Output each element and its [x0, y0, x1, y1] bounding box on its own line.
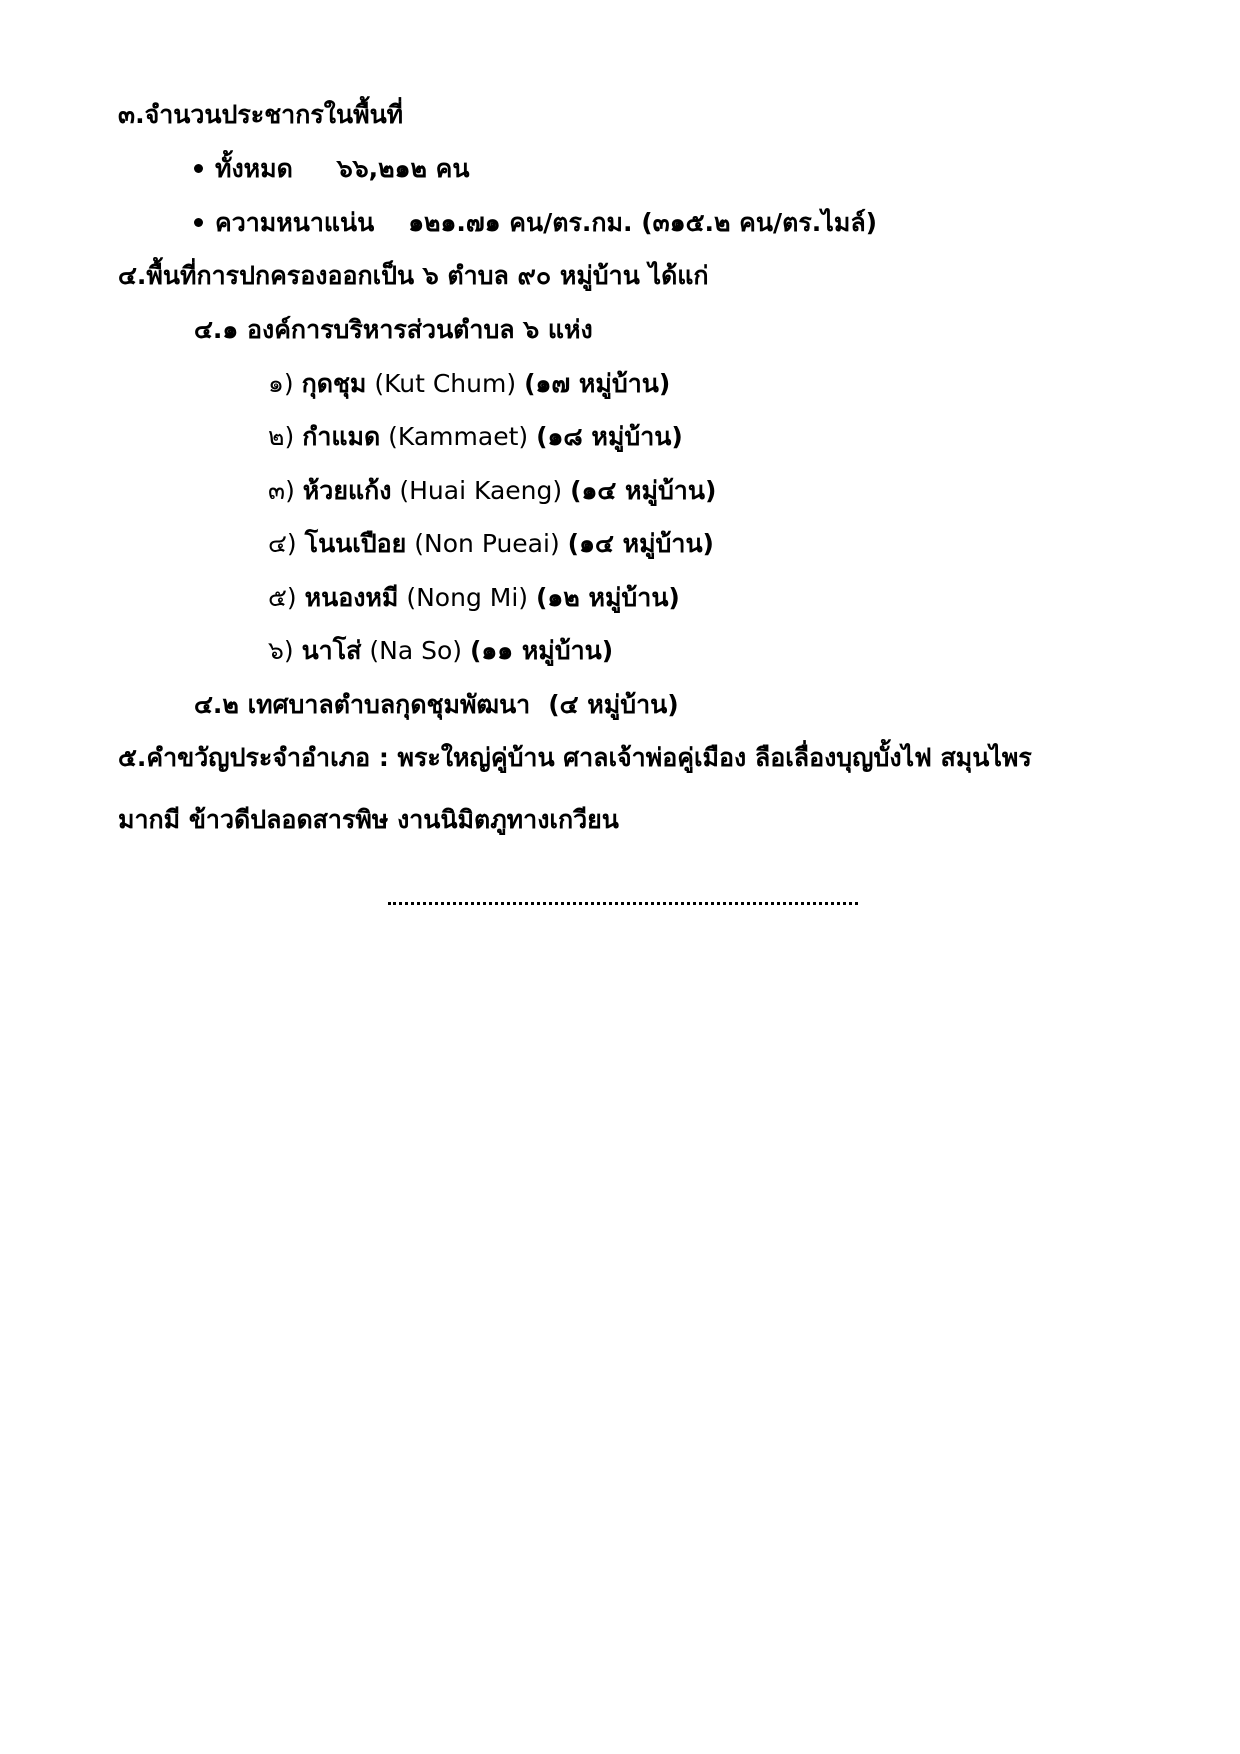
item-thai-name: กุดชุม — [301, 369, 367, 398]
subdistrict-item — [268, 581, 680, 615]
dotted-divider — [388, 890, 858, 905]
item-villages: (๑๒ หมู่บ้าน) — [535, 583, 680, 612]
section4-heading: ๔.พื้นที่การปกครองออกเป็น ๖ ตำบล ๙๐ หมู่บ้าน ได้แก่ — [118, 261, 709, 290]
item-number: ๑) — [268, 369, 294, 398]
bullet-icon — [194, 218, 203, 227]
section5-motto-line1: ๕.คำขวัญประจำอำเภอ : พระใหญ่คู่บ้าน ศาลเจ้าพ่อคู่เมือง ลือเลื่องบุญบั้งไฟ สมุนไพร — [118, 743, 1032, 772]
subdistrict-item — [268, 527, 714, 561]
item-roman-name: (Kammaet) — [388, 422, 529, 451]
section4-sub2 — [194, 688, 679, 722]
item-roman-name: (Nong Mi) — [406, 583, 529, 612]
bullet-icon — [194, 164, 203, 173]
item-roman-name: (Na So) — [369, 636, 462, 665]
item-number: ๓) — [268, 476, 295, 505]
item-number: ๖) — [268, 636, 294, 665]
item-thai-name: กำแมด — [302, 422, 381, 451]
item-villages: (๑๑ หมู่บ้าน) — [469, 636, 614, 665]
item-roman-name: (Huai Kaeng) — [399, 476, 563, 505]
item-villages: (๑๘ หมู่บ้าน) — [536, 422, 683, 451]
item-number: ๕) — [268, 583, 297, 612]
sub2-heading: ๔.๒ เทศบาลตำบลกุดชุมพัฒนา — [194, 690, 531, 719]
subdistrict-item — [268, 634, 613, 668]
item-villages: (๑๔ หมู่บ้าน) — [567, 529, 714, 558]
bullet-total — [194, 152, 469, 186]
bullet-density — [194, 206, 877, 240]
item-thai-name: หนองหมี — [304, 583, 399, 612]
density-value: ๑๒๑.๗๑ คน/ตร.กม. (๓๑๕.๒ คน/ตร.ไมล์) — [408, 208, 878, 237]
item-thai-name: ห้วยแก้ง — [302, 476, 392, 505]
total-value: ๖๖,๒๑๒ คน — [336, 154, 470, 183]
item-villages: (๑๔ หมู่บ้าน) — [570, 476, 717, 505]
item-villages: (๑๗ หมู่บ้าน) — [524, 369, 671, 398]
subdistrict-item — [268, 367, 670, 401]
item-roman-name: (Kut Chum) — [374, 369, 517, 398]
item-number: ๔) — [268, 529, 297, 558]
item-roman-name: (Non Pueai) — [414, 529, 560, 558]
subdistrict-item — [268, 420, 683, 454]
item-thai-name: นาโส่ — [301, 636, 362, 665]
section4-sub1-heading: ๔.๑ องค์การบริหารส่วนตำบล ๖ แห่ง — [194, 315, 593, 344]
section5-motto-line2: มากมี ข้าวดีปลอดสารพิษ งานนิมิตภูทางเกวียน — [118, 805, 619, 834]
total-label: ทั้งหมด — [215, 154, 293, 183]
density-label: ความหนาแน่น — [215, 208, 375, 237]
subdistrict-item — [268, 474, 716, 508]
section3-heading: ๓.จำนวนประชากรในพื้นที่ — [118, 100, 404, 129]
item-number: ๒) — [268, 422, 295, 451]
item-thai-name: โนนเปือย — [304, 529, 407, 558]
sub2-villages: (๔ หมู่บ้าน) — [548, 690, 679, 719]
